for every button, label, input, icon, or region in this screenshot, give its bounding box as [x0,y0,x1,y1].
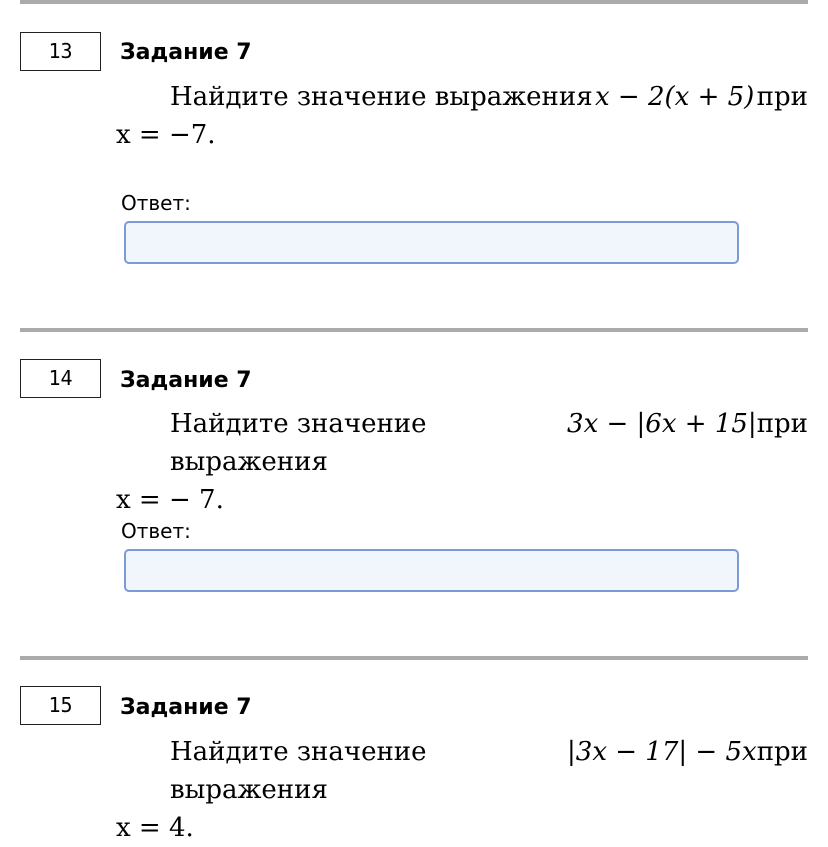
task-title: Задание 7 [120,40,252,65]
answer-label: Ответ: [121,191,191,215]
section-divider [20,328,808,332]
task-statement-end: при [756,737,808,767]
section-divider [20,656,808,660]
task-statement-text: Найдите значение выражения [170,737,427,805]
task-statement-end: при [756,82,808,112]
task-statement-line-1 [116,405,808,481]
task-number-box: 14 [20,359,101,398]
task-statement-line-2: x = −7. [116,120,216,150]
task-statement-text: Найдите значение выражения [170,409,427,477]
task-statement-line-1 [116,78,808,116]
task-statement [116,405,808,519]
task-expression: |3x − 17| − 5x [567,737,757,767]
task-statement-line-1 [116,733,808,809]
task-statement-line-2: x = 4. [116,813,194,843]
task-statement-text: Найдите значение выражения [170,82,593,112]
task-statement [116,78,808,154]
answer-input[interactable] [124,221,739,264]
task-statement-end: при [756,409,808,439]
section-divider [20,0,808,4]
task-number-box: 13 [20,32,101,71]
task-title: Задание 7 [120,368,252,393]
task-expression: 3x − |6x + 15| [567,409,757,439]
task-title: Задание 7 [120,695,252,720]
task-statement-line-2: x = − 7. [116,485,224,515]
task-statement [116,733,808,847]
answer-label: Ответ: [121,519,191,543]
answer-input[interactable] [124,549,739,592]
task-number-box: 15 [20,686,101,725]
task-expression: x − 2(x + 5) [594,82,755,112]
